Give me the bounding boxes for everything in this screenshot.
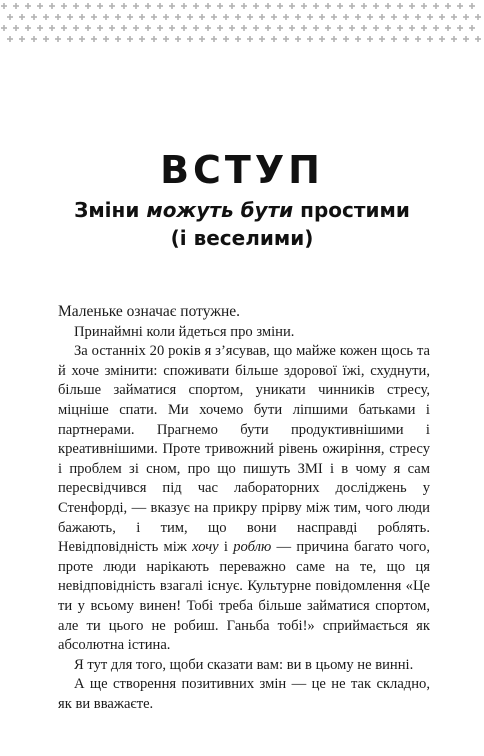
cross-mark [91,14,97,20]
cross-mark [193,3,199,9]
cross-mark [421,25,427,31]
cross-mark [451,14,457,20]
cross-mark [205,25,211,31]
cross-mark [391,36,397,42]
cross-mark [271,36,277,42]
cross-mark [175,14,181,20]
cross-mark [331,36,337,42]
lead-sentence: Маленьке означає потужне. [58,303,241,320]
cross-mark [295,36,301,42]
cross-mark [49,3,55,9]
cross-mark [379,14,385,20]
cross-mark [37,25,43,31]
cross-mark [79,36,85,42]
cross-mark [187,36,193,42]
cross-mark [223,14,229,20]
cross-mark [307,14,313,20]
cross-mark [13,25,19,31]
cross-mark [67,36,73,42]
cross-mark [415,14,421,20]
cross-mark [253,3,259,9]
cross-mark [409,3,415,9]
cross-mark [475,14,481,20]
cross-mark [469,3,475,9]
cross-mark [31,36,37,42]
cross-mark [385,25,391,31]
body-text [58,302,430,714]
cross-mark [259,14,265,20]
cross-mark [325,25,331,31]
decorative-cross-pattern [0,0,484,46]
cross-mark [409,25,415,31]
cross-mark [109,3,115,9]
cross-mark [139,36,145,42]
cross-mark [313,25,319,31]
cross-mark [217,25,223,31]
cross-mark [391,14,397,20]
cross-mark [223,36,229,42]
cross-mark [277,3,283,9]
cross-mark [115,36,121,42]
cross-mark [19,36,25,42]
cross-mark [283,14,289,20]
cross-mark [331,14,337,20]
cross-mark [19,14,25,20]
cross-mark [181,3,187,9]
cross-mark [31,14,37,20]
cross-mark [445,3,451,9]
cross-mark [247,14,253,20]
cross-mark [91,36,97,42]
cross-mark [253,25,259,31]
cross-mark [121,25,127,31]
cross-mark [103,14,109,20]
subtitle-italic: можуть бути [146,198,294,222]
cross-mark [385,3,391,9]
cross-mark [55,36,61,42]
cross-mark [289,3,295,9]
cross-mark [193,25,199,31]
cross-mark [361,25,367,31]
cross-mark [337,3,343,9]
cross-mark [49,25,55,31]
cross-mark [457,3,463,9]
cross-mark [25,3,31,9]
cross-mark [295,14,301,20]
cross-mark [241,3,247,9]
cross-mark [367,36,373,42]
cross-mark [97,3,103,9]
cross-mark [373,3,379,9]
cross-mark [199,14,205,20]
cross-mark [301,3,307,9]
cross-mark [43,36,49,42]
cross-mark [37,3,43,9]
cross-mark [349,25,355,31]
cross-mark [145,25,151,31]
cross-mark [169,25,175,31]
cross-mark [283,36,289,42]
cross-mark [451,36,457,42]
cross-mark [439,36,445,42]
cross-mark [205,3,211,9]
cross-mark [55,14,61,20]
cross-mark [7,36,13,42]
cross-mark [373,25,379,31]
cross-mark [211,14,217,20]
paragraph-3: Я тут для того, щоби сказати вам: ви в цьому не винні. [74,656,414,673]
cross-mark [265,25,271,31]
paragraph-1: Принаймні коли йдеться про зміни. [74,323,295,340]
cross-mark [127,14,133,20]
cross-mark [463,36,469,42]
cross-mark [289,25,295,31]
paragraph-4: А ще створення позитивних змін — це не так складно, як ви вважаєте. [58,676,430,712]
cross-mark [85,25,91,31]
cross-mark [319,14,325,20]
cross-mark [61,3,67,9]
subtitle-line-2: (і веселими) [170,226,314,250]
cross-mark [277,25,283,31]
cross-mark [325,3,331,9]
cross-mark [163,14,169,20]
cross-mark [181,25,187,31]
cross-mark [163,36,169,42]
cross-mark [169,3,175,9]
cross-mark [313,3,319,9]
cross-mark [247,36,253,42]
cross-mark [259,36,265,42]
cross-mark [43,14,49,20]
cross-mark [235,36,241,42]
chapter-title: ВСТУП [160,148,324,192]
cross-mark [151,36,157,42]
cross-mark [439,14,445,20]
cross-mark [397,25,403,31]
cross-mark [463,14,469,20]
cross-mark [157,3,163,9]
cross-mark [217,3,223,9]
cross-mark [433,3,439,9]
cross-mark [85,3,91,9]
cross-mark [7,14,13,20]
cross-mark [469,25,475,31]
cross-mark [301,25,307,31]
cross-mark [229,25,235,31]
cross-mark [397,3,403,9]
cross-mark [61,25,67,31]
cross-mark [355,14,361,20]
cross-mark [67,14,73,20]
paragraph-2: За останніх 20 років я з’ясував, що майже кожен щось та й хоче змінити: споживати більше здорової їжі, схуднути, більше займатися спортом, уникати чинників стресу, міцніше спати. Ми хочемо бути ліпшими батьками і партнерами. Прагнемо бути продуктивнішими і креативнішими. Проте тривожний рівень ожиріння, стресу і проблем зі сном, про що пишуть ЗМІ і в чому я сам пересвідчився під час лабораторних досліджень у Стенфорді, — вказує на прикру прірву між тим, чого люди бажають, і тим, що вони насправді роблять. Невідповідність між хочу і роблю — причина багато чого, проте люди нарікають переважно саме на те, що ця невідповідність взагалі існує. Культурне повідомлення «Це ти у всьому винен! Тобі треба більше займатися спортом, але ти цього не робиш. Ганьба тобі!» сприймається як абсолютна істина. [58,343,430,654]
cross-mark [25,25,31,31]
cross-mark [127,36,133,42]
cross-mark [187,14,193,20]
cross-mark [145,3,151,9]
cross-mark [421,3,427,9]
cross-mark [73,3,79,9]
cross-mark [211,36,217,42]
cross-mark [97,25,103,31]
cross-mark [13,3,19,9]
cross-mark [319,36,325,42]
cross-mark [457,25,463,31]
cross-mark [133,3,139,9]
cross-mark [265,3,271,9]
cross-mark [367,14,373,20]
subtitle-line-1: Зміни можуть бути простими [74,198,410,222]
cross-mark [73,25,79,31]
cross-mark [307,36,313,42]
cross-mark [337,25,343,31]
cross-mark [475,36,481,42]
cross-mark [427,36,433,42]
chapter-subtitle [0,196,484,252]
cross-mark [115,14,121,20]
cross-mark [79,14,85,20]
cross-mark [109,25,115,31]
cross-mark [433,25,439,31]
cross-mark [355,36,361,42]
cross-mark [151,14,157,20]
cross-mark [1,3,7,9]
cross-mark [343,14,349,20]
cross-mark [1,25,7,31]
cross-mark [379,36,385,42]
cross-mark [403,36,409,42]
cross-mark [139,14,145,20]
cross-mark [199,36,205,42]
cross-mark [415,36,421,42]
cross-mark [361,3,367,9]
cross-mark [403,14,409,20]
cross-mark [349,3,355,9]
cross-mark [445,25,451,31]
cross-mark [157,25,163,31]
cross-mark [103,36,109,42]
cross-mark [241,25,247,31]
cross-mark [427,14,433,20]
cross-mark [271,14,277,20]
cross-mark [121,3,127,9]
cross-mark [235,14,241,20]
cross-mark [343,36,349,42]
cross-mark [175,36,181,42]
cross-mark [229,3,235,9]
cross-mark [133,25,139,31]
